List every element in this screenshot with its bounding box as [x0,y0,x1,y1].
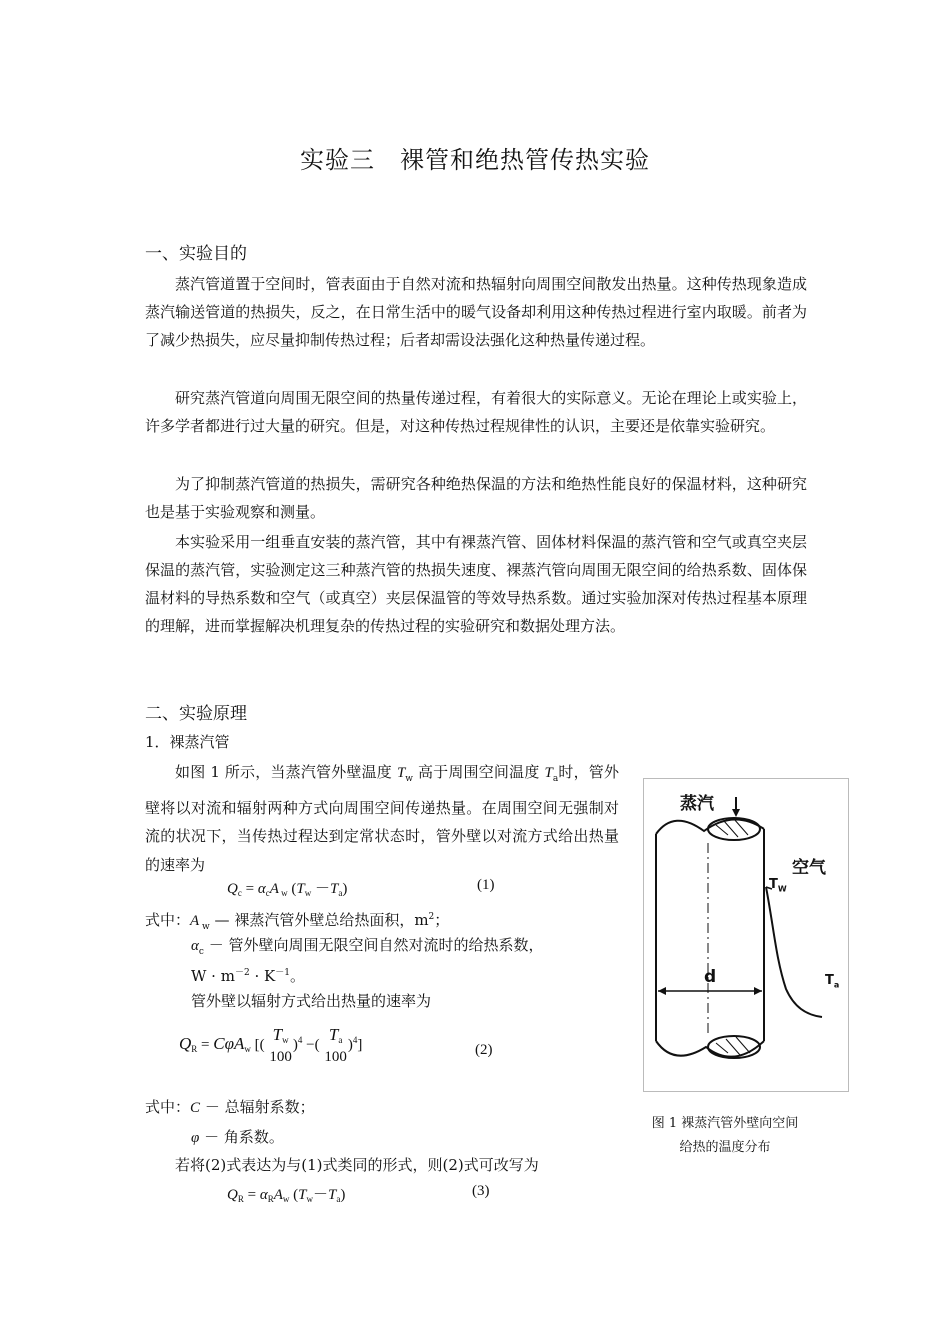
figure-pipe-temperature [643,778,849,1092]
figure-caption [630,1112,820,1160]
equation-number: (1) [477,877,495,893]
symbol-definition: 式中：A $_w$ — 裸蒸汽管外壁总给热面积，$m^2$； [145,911,450,932]
paragraph: 蒸汽管道置于空间时，管表面由于自然对流和热辐射向周围空间散发出热量。这种传热现象造成蒸汽输送管道的热损失，反之，在日常生活中的暖气设备却利用这种传热过程进行室内取暖。前者为了减少热损失，应尽量抑制传热过程；后者却需设法强化这种热量传递过程。 [145,275,807,349]
paragraph: 管外壁以辐射方式给出热量的速率为 [191,992,432,1010]
label-diameter: d [704,967,717,987]
section-heading-principle: 二、实验原理 [145,704,247,724]
paragraph: 如图 1 所示，当蒸汽管外壁温度 $T_w$ 高于周围空间温度 $T_a$时，管外壁将以对流和辐射两种方式向周围空间传递热量。在周围空间无强制对流的状况下，当传热过程达到定常状态时，管外壁以对流方式给出热量的速率为 [145,763,619,874]
caption-line: 图 1 裸蒸汽管外壁向空间 [651,1116,799,1131]
equation-1: $Q_c = \alpha_cA$ $_w$ $(T_w -T_a)$ [227,881,348,898]
subsection-heading: 1．裸蒸汽管 [145,733,230,751]
label-air: 空气 [792,858,826,878]
symbol-definition: 式中：C － 总辐射系数； [145,1098,315,1116]
symbol-definition: $\alpha_c$ － 管外壁向周围无限空间自然对流时的给热系数， [191,936,544,957]
label-steam: 蒸汽 [680,794,714,814]
symbol-definition: φ － 角系数。 [191,1128,284,1146]
equation-number: (2) [475,1042,493,1058]
section-heading-purpose: 一、实验目的 [145,244,247,264]
label-tw: $T_W$ [769,877,787,894]
paragraph: 为了抑制蒸汽管道的热损失，需研究各种绝热保温的方法和绝热性能良好的保温材料，这种研究也是基于实验观察和测量。 [145,475,807,521]
paragraph: 若将(2)式表达为与(1)式类同的形式，则(2)式可改写为 [175,1156,539,1174]
equation-2: $Q_R = C\varphi A_w$ [( $T_w$ 100 )$^4$ −( $T_a$ 100 )$^4$] [179,1025,363,1065]
equation-number: (3) [472,1183,490,1199]
paragraph: 研究蒸汽管道向周围无限空间的热量传递过程，有着很大的实际意义。无论在理论上或实验上，许多学者都进行过大量的研究。但是，对这种传热过程规律性的认识，主要还是依靠实验研究。 [145,389,807,435]
paragraph: 本实验采用一组垂直安装的蒸汽管，其中有裸蒸汽管、固体材料保温的蒸汽管和空气或真空夹层保温的蒸汽管，实验测定这三种蒸汽管的热损失速度、裸蒸汽管向周围无限空间的给热系数、固体保温材料的导热系数和空气（或真空）夹层保温管的等效导热系数。通过实验加深对传热过程基本原理的理解，进而掌握解决机理复杂的传热过程的实验研究和数据处理方法。 [145,533,807,635]
equation-3: $Q_R = \alpha_RA_w$ $(T_w-T_a)$ [227,1187,346,1204]
page-title: 实验三 裸管和绝热管传热实验 [300,146,650,174]
caption-line: 给热的温度分布 [679,1140,771,1155]
unit-text: $W \cdot m^{-2} \cdot K^{-1}$。 [191,967,305,985]
pipe-diagram [644,779,848,1091]
label-ta: $T_a$ [825,973,840,990]
